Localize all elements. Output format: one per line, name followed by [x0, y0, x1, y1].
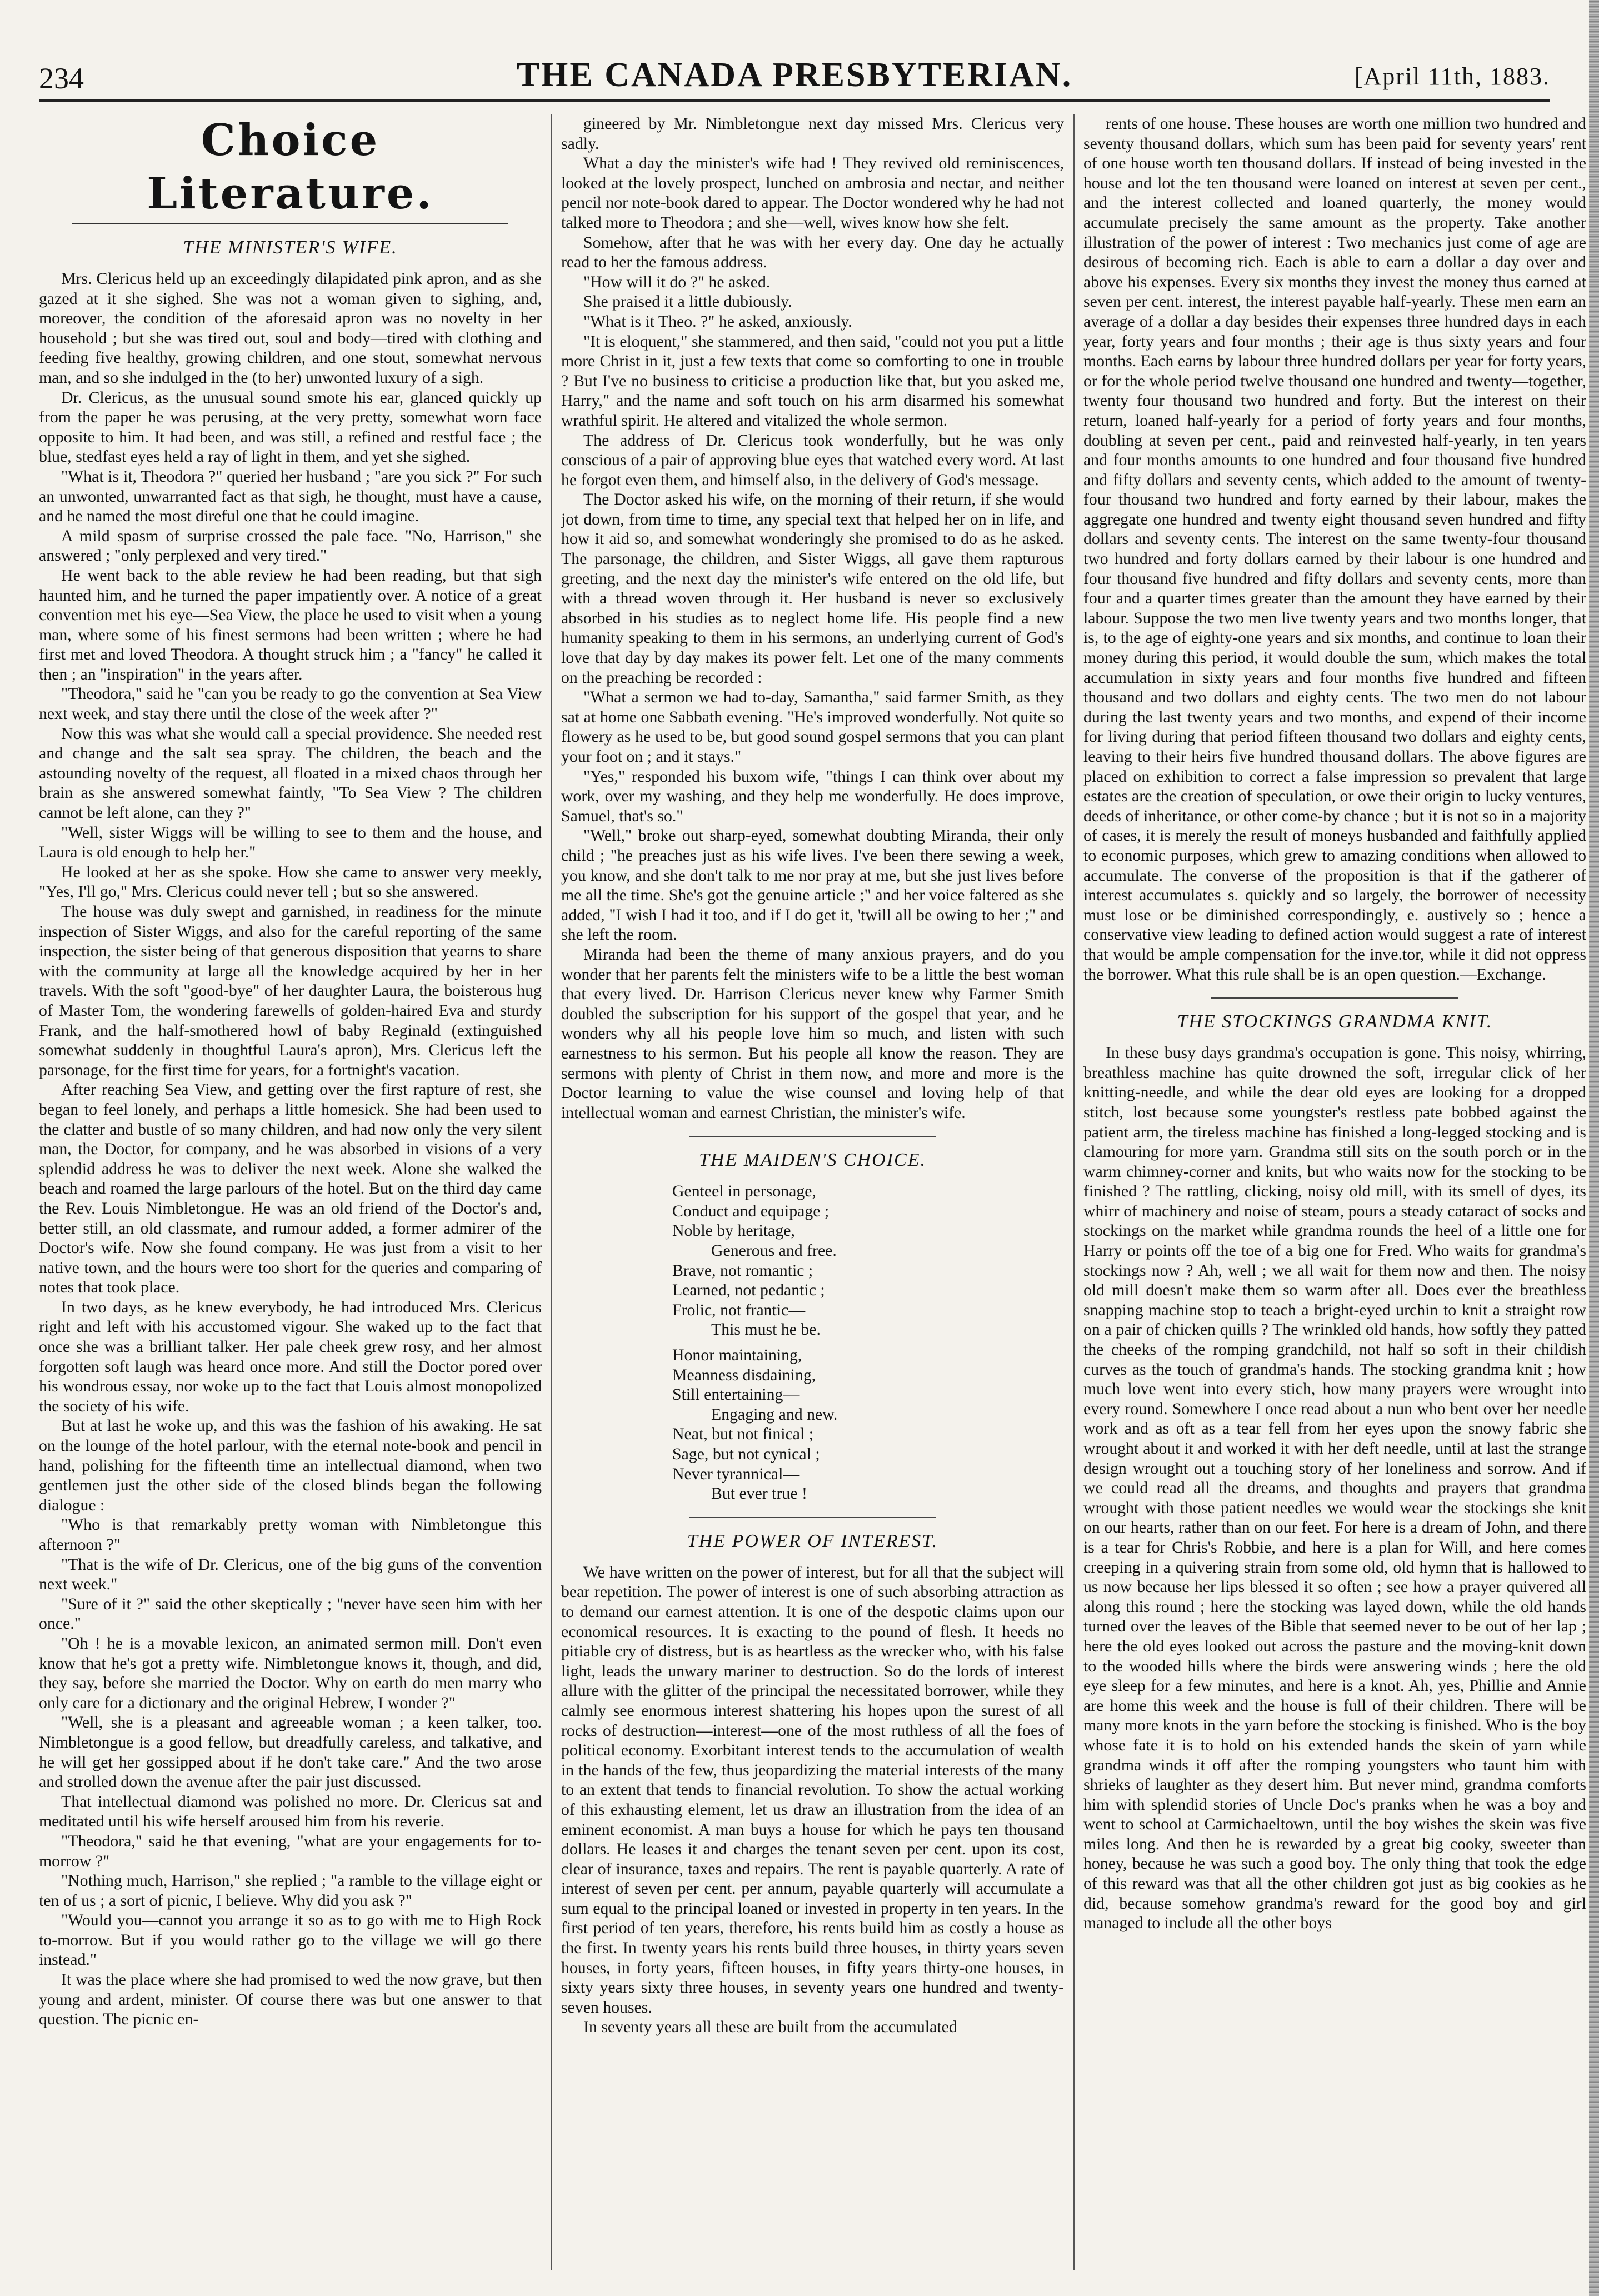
- paragraph: The Doctor asked his wife, on the morning of their return, if she would jot down, from time to time, any special text that helped her on in life, and how it aid so, and somewhat wonderingly she promised to do as he asked. The parsonage, the children, and Sister Wiggs, all gave them rapturous greeting, and the next day the minister's wife entered on the old life, but with a thread woven through it. Her husband is never so exclusively absorbed in his studies as to neglect home life. His people find a new humanity speaking to them in his sermons, an underlying current of God's love that day by day makes its power felt. Let one of the many comments on the preaching be recorded :: [561, 490, 1064, 687]
- paragraph: "What is it, Theodora ?" queried her husband ; "are you sick ?" For such an unwonted, unwarranted fact as that sigh, he thought, must have a cause, and he named the most direful one that he could imagine.: [39, 467, 542, 526]
- paragraph: After reaching Sea View, and getting over the first rapture of rest, she began to feel lonely, and perhaps a little homesick. She had been used to the clatter and bustle of so many children, and had now only the very silent man, the Doctor, for company, and he was absorbed in visions of a very splendid address he was to deliver the next week. Alone she walked the beach and roamed the large parlours of the hotel. But on the third day came the Rev. Louis Nimbletongue. He was an old friend of the Doctor's and, better still, an old classmate, and rumour added, a former admirer of the Doctor's wife. Now she found company. He was just from a visit to her native town, and the hours were too short for the queries and comparing of notes that took place.: [39, 1080, 542, 1297]
- paragraph: The house was duly swept and garnished, in readiness for the minute inspection of Sister Wiggs, and also for the careful reporting of the same inspection, the sister being of that generous disposition that yearns to share with the community at large all the knowledge acquired by her in her travels. With the soft "good-bye" of her daughter Laura, the boisterous hug of Master Tom, the wondering farewells of golden-haired Eva and sturdy Frank, and the half-smothered howl of baby Reginald (extinguished somewhat suddenly in thoughtful Laura's apron), Mrs. Clericus left the parsonage, for the first time for years, for a fortnight's vacation.: [39, 902, 542, 1079]
- poem-line: Never tyrannical—: [672, 1464, 800, 1483]
- poem-stanza: [672, 1345, 1064, 1504]
- paragraph: The address of Dr. Clericus took wonderfully, but he was only conscious of a pair of approving blue eyes that watched every word. At last he forgot even them, and himself also, in the delivery of God's message.: [561, 431, 1064, 489]
- poem-line: Generous and free.: [711, 1241, 837, 1260]
- column-divider: [1073, 114, 1075, 2270]
- poem-line: Genteel in personage,: [672, 1182, 816, 1201]
- paragraph: "Nothing much, Harrison," she replied ; "a ramble to the village eight or ten of us ; a sort of picnic, I believe. Why did you ask ?": [39, 1871, 542, 1910]
- article-separator: [1211, 997, 1458, 999]
- article-body: [1083, 1043, 1586, 1933]
- article-body: [1083, 114, 1586, 984]
- poem-stanza: [672, 1181, 1064, 1340]
- header-rule: [39, 99, 1550, 102]
- paragraph: She praised it a little dubiously.: [583, 292, 792, 311]
- paragraph: In these busy days grandma's occupation is gone. This noisy, whirring, breathless machine has quite drowned the soft, irregular click of her knitting-needle, and while the dear old eyes are looking for a dropped stitch, lost because some youngster's restless pate bobbed against the patient arm, the tireless machine has finished a long-legged stocking and is clamouring for more yarn. Grandma still sits on the south porch or in the warm chimney-corner and knits, but who waits now for the stocking to be finished ? The rattling, clicking, noisy old mill, with its smell of dyes, its whirr of machinery and noise of steam, pours a steady cataract of socks and stockings on the market while grandma rounds the heel of a little one for Harry or points off the toe of a big one for Fred. Who waits for grandma's stockings now ? Ah, well ; we all wait for them now and then. The noisy old mill doesn't make them so warm after all. Does ever the breathless snapping machine stop to teach a bright-eyed urchin to knit a straight row on a pair of chicken quills ? The wrinkled old hands, how softly they patted the cheeks of the romping grandchild, not half so soft in their childish curves as the touch of grandma's hands. The stocking grandma knit ; how much love went into every stich, how many prayers were wrought into every round. Somewhere I once read about a nun who bent over her needle work and as oft as a tear fell from her eyes upon the snowy fabric she wrought about it and worked it with her deft needle, until at last the strange design wrought out a touching story of her loneliness and sorrow. And if we could read all the dreams, and thoughts and prayers that grandma wrought with those patient needles we would wear the stockings she knit on our hearts, rather than on our feet. For here is a dream of John, and there is a tear for Chris's Robbie, and here is a plan for Will, and here comes creeping in a quivering strain from some old, old hymn that is hallowed to us now because her lips blessed it so often ; see how a prayer quivered all along this round ; here the stocking was layed down, while the old hands turned over the leaves of the Bible that seemed never to be out of her lap ; here the old eyes looked out across the pasture and the moving-knit down to the wooded hills where the birds were answering winds ; here the old eye sleep for a few minutes, and here is a knot. Ah, yes, Phillie and Annie are home this week and the house is full of their children. There will be many more knots in the yarn before the stocking is finished. Who is the boy whose fate it is to hold on his extended hands the skein of yarn while grandma winds it off after the romping youngsters who taunt him with shrieks of laughter as they desert him. But never mind, grandma comforts him with splendid stories of Uncle Doc's pranks when he was a boy and went to school at Carmichaeltown, until the boy wishes the skein was five miles long. And then he is rewarded by a great big cooky, sweeter than honey, because he was such a good boy. The only thing that took the edge of this reward was that all the other children got just as big cookies as he did, because somehow grandma's reward for the good boy and girl managed to include all the other boys: [1083, 1044, 1586, 1933]
- article-body: [39, 269, 542, 2029]
- paragraph: "Oh ! he is a movable lexicon, an animated sermon mill. Don't even know that he's got a pretty wife. Nimbletongue knows it, though, and did, they say, before she married the Doctor. Why on earth do men marry who only care for a dictionary and the original Hebrew, I wonder ?": [39, 1634, 542, 1712]
- paragraph: Dr. Clericus, as the unusual sound smote his ear, glanced quickly up from the paper he was perusing, at the very pretty, somewhat worn face opposite to him. It had been, and was still, a refined and restful face ; the blue, stedfast eyes held a ray of light in them, and yet she sighed.: [39, 388, 542, 466]
- article-title: THE POWER OF INTEREST.: [687, 1530, 938, 1551]
- paragraph: "Well, sister Wiggs will be willing to see to them and the house, and Laura is old enough to help her.": [39, 823, 542, 862]
- paragraph: "Who is that remarkably pretty woman with Nimbletongue this afternoon ?": [39, 1515, 542, 1554]
- paragraph: "How will it do ?" he asked.: [583, 272, 771, 291]
- section-banner: Choice Literature.: [72, 114, 508, 224]
- paragraph: "It is eloquent," she stammered, and then said, "could not you put a little more Christ in it, just a few texts that come so comforting to one in trouble ? But I've no business to criticise a production like that, but you asked me, Harry," and the name and soft touch on his arm disarmed his somewhat wrathful spirit. He altered and vitalized the whole sermon.: [561, 332, 1064, 430]
- poem-line: Neat, but not finical ;: [672, 1425, 814, 1444]
- poem-line: Brave, not romantic ;: [672, 1261, 813, 1280]
- poem-line: Meanness disdaining,: [672, 1365, 816, 1384]
- paragraph: It was the place where she had promised to wed the now grave, but then young and ardent, minister. Of course there was but one answer to that question. The picnic en-: [39, 1970, 542, 2029]
- article-title: THE MINISTER'S WIFE.: [183, 237, 398, 258]
- paragraph: He looked at her as she spoke. How she came to answer very meekly, "Yes, I'll go," Mrs. Clericus could never tell ; but so she answered.: [39, 862, 542, 901]
- column-divider: [551, 114, 552, 2270]
- poem-title: THE MAIDEN'S CHOICE.: [699, 1150, 926, 1171]
- article-body: [561, 114, 1064, 1122]
- paragraph: What a day the minister's wife had ! They revived old reminiscences, looked at the lovely prospect, lunched on ambrosia and nectar, and neither pencil nor note-book dared to appear. The Doctor wondered why he had not talked more to Theodora ; and she—well, wives know how she felt.: [561, 154, 1064, 232]
- poem-line: Frolic, not frantic—: [672, 1300, 806, 1319]
- issue-date: [April 11th, 1883.: [1354, 63, 1550, 90]
- paragraph: Mrs. Clericus held up an exceedingly dilapidated pink apron, and as she gazed at it she sighed. She was not a woman given to sighing, and, moreover, the condition of the aforesaid apron was no novelty in her household ; but she was tired out, soul and body—tired with clothing and feeding five healthy, growing children, and one stout, somewhat nervous man, and so she indulged in the (to her) unwonted luxury of a sigh.: [39, 269, 542, 387]
- paragraph: In seventy years all these are built from the accumulated: [583, 2018, 957, 2037]
- paragraph: A mild spasm of surprise crossed the pale face. "No, Harrison," she answered ; "only perplexed and very tired.": [39, 526, 542, 565]
- paragraph: In two days, as he knew everybody, he had introduced Mrs. Clericus right and left with his accustomed vigour. She waked up to the fact that once she was a brilliant talker. Her pale cheek grew rosy, and her almost forgotten soft laugh was heard once more. And still the Doctor pored over his wondrous essay, nor woke up to the fact that Louis almost monopolized the society of his wife.: [39, 1297, 542, 1415]
- page-header: [39, 56, 1550, 100]
- masthead-title: THE CANADA PRESBYTERIAN.: [516, 56, 1073, 94]
- column-2: [561, 114, 1064, 2270]
- article-separator: [689, 1136, 936, 1137]
- paragraph: But at last he woke up, and this was the fashion of his awaking. He sat on the lounge of the hotel parlour, with the eternal note-book and pencil in hand, polishing for the fifteenth time an intellectual diamond, when two gentlemen just the other side of the closed blinds began the following dialogue :: [39, 1416, 542, 1514]
- poem-line: Engaging and new.: [711, 1405, 838, 1424]
- column-3: [1083, 114, 1586, 2270]
- poem-line: Sage, but not cynical ;: [672, 1445, 820, 1463]
- article-separator: [689, 1517, 936, 1518]
- poem-line: Conduct and equipage ;: [672, 1201, 830, 1220]
- paragraph: "Well, she is a pleasant and agreeable woman ; a keen talker, too. Nimbletongue is a good fellow, but dreadfully careless, and talkative, and he will get her gossipped about if he don't take care." And the two arose and strolled down the avenue after the pair just discussed.: [39, 1713, 542, 1791]
- poem-line: This must he be.: [711, 1320, 821, 1339]
- paragraph: "Well," broke out sharp-eyed, somewhat doubting Miranda, their only child ; "he preaches just as his wife lives. I've been there sewing a week, you know, and she don't talk to me nor pray at me, but she just lives before me all the time. She's got the genuine article ;" and her voice faltered as she added, "I wish I had it too, and if I do get it, 'twill all be owing to her ;" and she left the room.: [561, 826, 1064, 944]
- paragraph: "Yes," responded his buxom wife, "things I can think over about my work, over my washing, and they help me wonderfully. He does improve, Samuel, that's so.": [561, 767, 1064, 825]
- column-1: [39, 114, 542, 2270]
- poem-line: Learned, not pedantic ;: [672, 1281, 825, 1300]
- paragraph: "That is the wife of Dr. Clericus, one of the big guns of the convention next week.": [39, 1555, 542, 1594]
- paragraph: gineered by Mr. Nimbletongue next day missed Mrs. Clericus very sadly.: [561, 114, 1064, 153]
- article-body: [561, 1563, 1064, 2037]
- paragraph: "Sure of it ?" said the other skeptically ; "never have seen him with her once.": [39, 1594, 542, 1633]
- scan-edge: [1589, 0, 1599, 2296]
- paragraph: "Theodora," said he that evening, "what are your engagements for to-morrow ?": [39, 1831, 542, 1870]
- paragraph: He went back to the able review he had been reading, but that sigh haunted him, and he turned the paper impatiently over. A notice of a great convention met his eye—Sea View, the place he used to visit when a young man, where some of his finest sermons had been written ; where he had first met and loved Theodora. A thought struck him ; a "fancy" he called it then ; an "inspiration" in the years after.: [39, 566, 542, 683]
- poem-line: Honor maintaining,: [672, 1346, 802, 1365]
- paragraph: Miranda had been the theme of many anxious prayers, and do you wonder that her parents felt the ministers wife to be a little the best woman that every lived. Dr. Harrison Clericus never knew why Farmer Smith doubled the subscription for his support of the gospel that year, and he wonders why all his people love him so much, and listen with such earnestness to his sermon. But his people all know the reason. They are sermons with plenty of Christ in them now, and more and more is the Doctor learning to value the wise counsel and loving help of that intellectual woman and earnest Christian, the minister's wife.: [561, 945, 1064, 1122]
- paragraph: Now this was what she would call a special providence. She needed rest and change and the salt sea spray. The children, the beach and the astounding novelty of the request, all floated in a mixed chaos through her brain as she answered somewhat faintly, "To Sea View ? The children cannot be left alone, can they ?": [39, 724, 542, 822]
- poem-line: Still entertaining—: [672, 1385, 800, 1404]
- page-number: 234: [39, 62, 84, 95]
- article-title: THE STOCKINGS GRANDMA KNIT.: [1177, 1011, 1493, 1032]
- poem-line: Noble by heritage,: [672, 1221, 795, 1240]
- paragraph: "What a sermon we had to-day, Samantha," said farmer Smith, as they sat at home one Sabbath evening. "He's improved wonderfully. Not quite so flowery as he used to be, but good sound gospel sermons that you can plant your foot on ; and it stays.": [561, 688, 1064, 766]
- paragraph: Somehow, after that he was with her every day. One day he actually read to her the famous address.: [561, 233, 1064, 272]
- paragraph: rents of one house. These houses are worth one million two hundred and seventy thousand dollars, which sum has been paid for seventy years' rent of one house worth ten thousand dollars. If instead of being invested in the house and lot the ten thousand were loaned on interest at seven per cent., and the interest collected and loaned quarterly, the money would accumulate precisely the same amount as the property. Take another illustration of the power of interest : Two mechanics just come of age are desirous of becoming rich. Each is able to earn a dollar a day over and above his expenses. Every six months they invest the money thus earned at seven per cent. interest, the interest payable half-yearly. These men earn an average of a dollar a day besides their expenses three hundred days in each year, forty years and four months ; their age is thus sixty years and four months. Each earns by labour three hundred dollars per year for forty years, or for the whole period twelve thousand one hundred and twenty—together, twenty four thousand two hundred and forty. But the interest on their return, loaned half-yearly for a period of forty years and four months, doubling at seven per cent., paid and reinvested half-yearly, in ten years and four months amounts to one hundred and four thousand five hundred and fifty dollars and seventy cents, which added to the amount of twenty-four thousand two hundred and forty earned by their labour, makes the aggregate one hundred and twenty eight thousand seven hundred and fifty dollars and seventy cents. The interest on the same twenty-four thousand two hundred and forty dollars earned by their labour is one hundred and four thousand five hundred and fifty dollars and seventy cents, more than four and a quarter times greater than the amount they have earned by their labour. Suppose the two men live twenty years and two months longer, that is, to the age of eighty-one years and six months, and continue to loan their money during this period, it would double the sum, which makes the total accumulation in sixty years and four months five hundred and fifteen thousand and two dollars and eighty cents. The two men do not labour during the last twenty years and two months, and expend of their income for living during that period fifteen thousand two dollars and eighty cents, leaving to their heirs five hundred thousand dollars. The above figures are placed on exhibition to correct a false impression so prevalent that large estates are the creation of speculation, or owe their origin to lucky ventures, deeds of inheritance, or other come-by chance ; but it is not so in a majority of cases, it is merely the result of moneys husbanded and faithfully applied to economic purposes, which grew to amazing conditions when allowed to accumulate. The converse of the proposition is that if the gatherer of interest accumulates s. quickly and so largely, the borrower of necessity must lose or be diminished correspondingly, e. austively so ; hence a conservative view leading to defined action would suggest a rate of interest that would be ample compensation for the inve.tor, while it did not oppress the borrower. What this rule shall be is an open question.—Exchange.: [1083, 114, 1586, 984]
- paragraph: "Theodora," said he "can you be ready to go the convention at Sea View next week, and stay there until the close of the week after ?": [39, 685, 542, 723]
- paragraph: "What is it Theo. ?" he asked, anxiously.: [583, 312, 852, 331]
- paragraph: That intellectual diamond was polished no more. Dr. Clericus sat and meditated until his wife herself aroused him from his reverie.: [39, 1792, 542, 1831]
- poem-line: But ever true !: [711, 1484, 807, 1503]
- paragraph: "Would you—cannot you arrange it so as to go with me to High Rock to-morrow. But if you would rather go to the village we will go there instead.": [39, 1911, 542, 1969]
- paragraph: We have written on the power of interest, but for all that the subject will bear repetition. The power of interest is one of such absorbing attraction as to demand our earnest attention. It is one of the despotic claims upon our economical resources. It is exacting to the pound of flesh. It heeds no pitiable cry of distress, but is as heartless as the wrecker who, with his false light, leads the unwary mariner to destruction. So do the lords of interest allure with the glitter of the principal the necessitated borrower, while they calmly see enormous interest shattering his hopes upon the surest of all rocks of destruction—interest—one of the most ruthless of all the foes of political economy. Exorbitant interest tends to the accumulation of wealth in the hands of the few, thus jeopardizing the material interests of the many to an extent that tends to financial revolution. To show the actual working of this exhausting element, let us draw an illustration from the idea of an eminent economist. A man buys a house for which he pays ten thousand dollars. He leases it and charges the tenant seven per cent. upon its cost, clear of insurance, taxes and repairs. The rent is payable quarterly. A rate of interest of seven per cent. per annum, payable quarterly will accumulate a sum equal to the principal loaned or invested in property in ten years. In the first period of ten years, therefore, his rents build him as costly a house as the first. In twenty years his rents build three houses, in thirty years seven houses, in forty years, fifteen houses, in fifty years thirty-one houses, in sixty years sixty three houses, in seventy years one hundred and twenty-seven houses.: [561, 1563, 1064, 2017]
